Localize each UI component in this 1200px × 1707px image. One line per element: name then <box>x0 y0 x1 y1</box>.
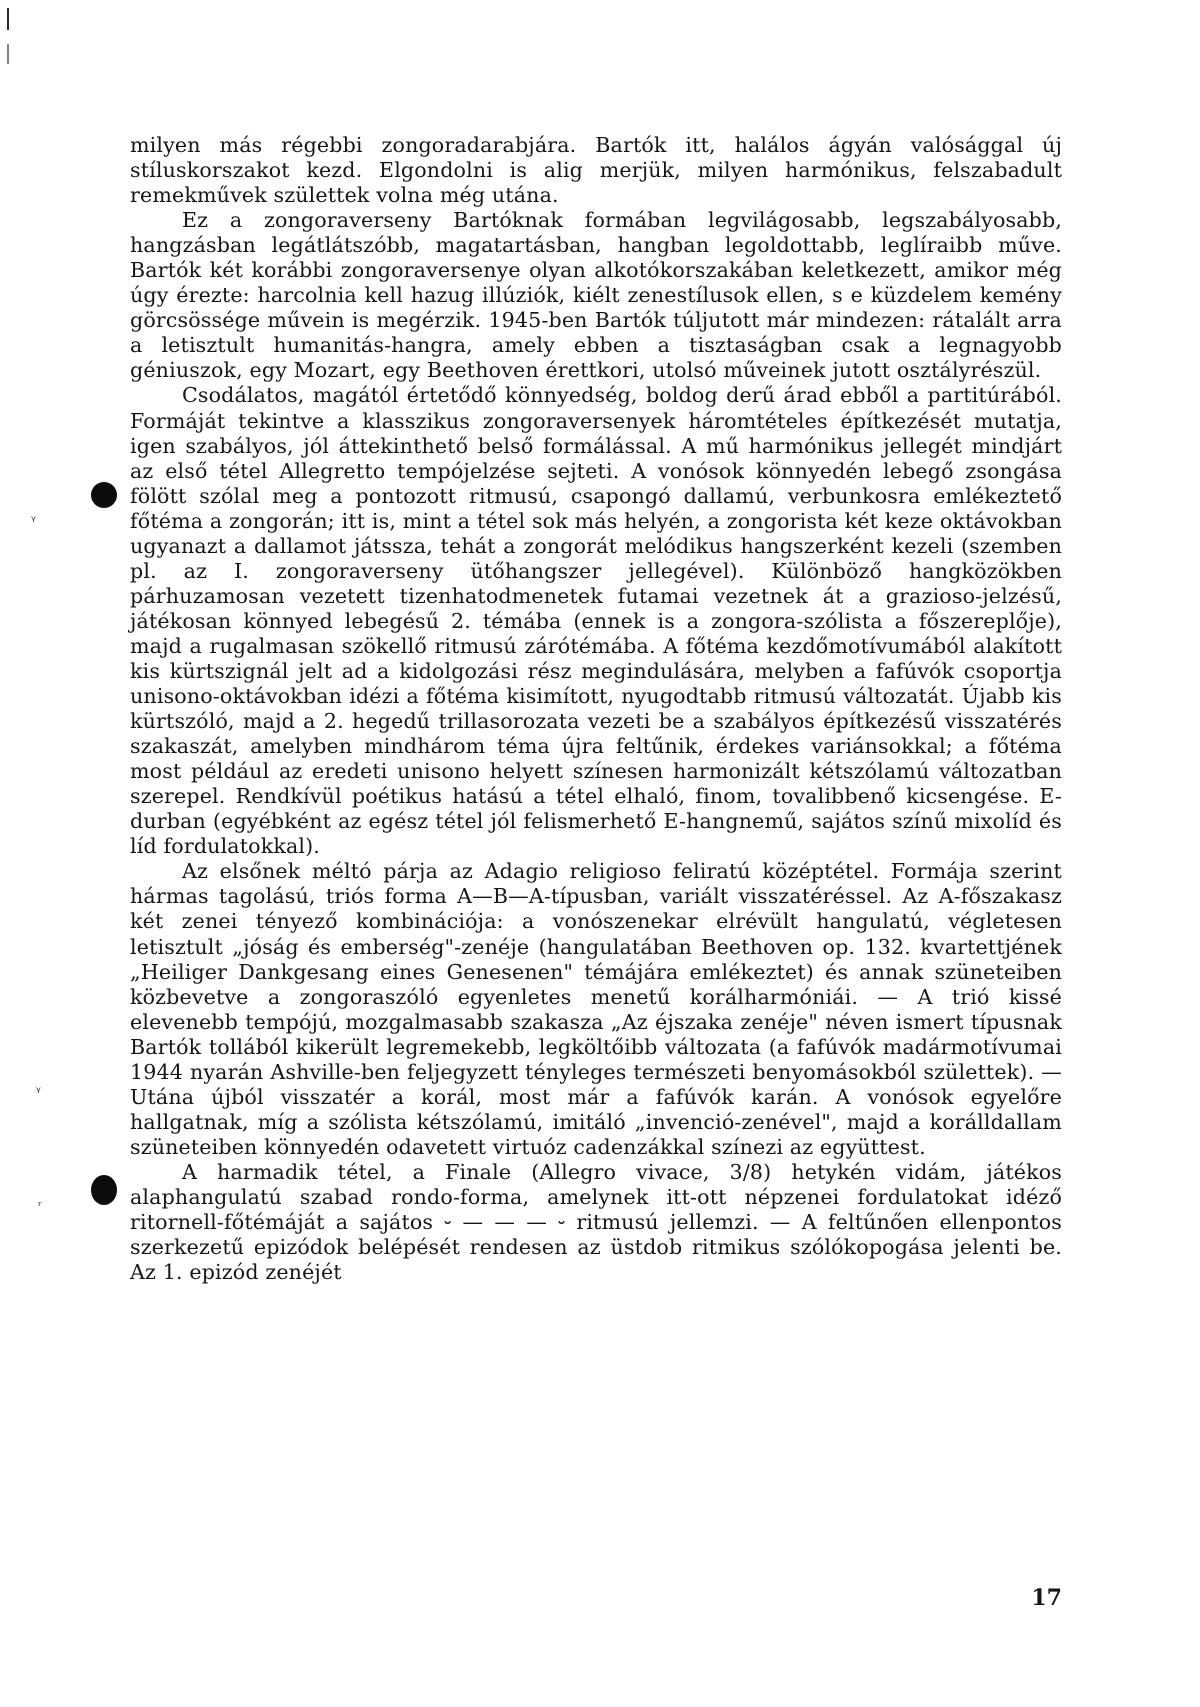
paragraph: Csodálatos, magától értetődő könnyedség, boldog derű árad ebből a partitúrából. Formáját tekintve a klasszikus zongoraversenyek háromtételes építkezését mutatja, igen szabályos, jól áttekinthető belső formálással. A mű harmónikus jellegét mindjárt az első tétel Allegretto tempójelzése sejteti. A vonósok könnyedén lebegő zsongása fölött szólal meg a pontozott ritmusú, csapongó dallamú, verbunkosra emlékeztető főtéma a zongorán; itt is, mint a tétel sok más helyén, a zongorista két keze oktávokban ugyanazt a dallamot játssza, tehát a zongorát melódikus hangszerként kezeli (szemben pl. az I. zongoraverseny ütőhangszer jellegével). Különböző hangközökben párhuzamosan vezetett tizenhatodmenetek futamai vezetnek át a grazioso-jelzésű, játékosan könnyed lebegésű 2. témába (ennek is a zongora-szólista a főszereplője), majd a rugalmasan szökellő ritmusú zárótémába. A főtéma kezdőmotívumából alakított kis kürtszignál jelt ad a kidolgozási rész megindulására, melyben a fafúvók csoportja unisono-oktávokban idézi a főtéma kisimított, nyugodtabb ritmusú változatát. Újabb kis kürtszóló, majd a 2. hegedű trillasorozata vezeti be a szabályos építkezésű visszatérés szakaszát, amelyben mindhárom téma újra feltűnik, érdekes variánsokkal; a főtéma most például az eredeti unisono helyett színesen harmonizált kétszólamú változatban szerepel. Rendkívül poétikus hatású a tétel elhaló, finom, tovalibbenő kicsengése. E-durban (egyébként az egész tétel jól felismerhető E-hangnemű, sajátos színű mixolíd és líd fordulatokkal). <box>130 383 1062 859</box>
scan-edge-line <box>7 44 9 64</box>
scan-edge-line <box>7 8 9 30</box>
margin-mark: ᵞ <box>36 1085 41 1100</box>
paragraph: Ez a zongoraverseny Bartóknak formában legvilágosabb, legszabályosabb, hangzásban legátlátszóbb, magatartásban, hangban legoldottabb, leglíraibb műve. Bartók két korábbi zongoraversenye olyan alkotókorszakában keletkezett, amikor még úgy érezte: harcolnia kell hazug illúziók, kiélt zenestílusok ellen, s e küzdelem kemény görcsössége művein is megérzik. 1945-ben Bartók túljutott már mindezen: rátalált arra a letisztult humanitás-hangra, amely ebben a tisztaságban csak a legnagyobb géniuszok, egy Mozart, egy Beethoven érettkori, utolsó műveinek jutott osztályrészül. <box>130 208 1062 383</box>
paragraph: Az elsőnek méltó párja az Adagio religioso feliratú középtétel. Formája szerint hármas tagolású, triós forma A—B—A-típusban, variált visszatéréssel. Az A-főszakasz két zenei tényező kombinációja: a vonószenekar elrévült hangulatú, végletesen letisztult „jóság és emberség"-zenéje (hangulatában Beethoven op. 132. kvartettjének „Heiliger Dankgesang eines Genesenen" témájára emlékeztet) és annak szüneteiben közbevetve a zongoraszóló egyenletes menetű korálharmóniái. — A trió kissé elevenebb tempójú, mozgalmasabb szakasza „Az éjszaka zenéje" néven ismert típusnak Bartók tollából kikerült legremekebb, legköltőibb változata (a fafúvók madármotívumai 1944 nyarán Ashville-ben feljegyzett tényleges természeti benyomásokból születtek). — Utána újból visszatér a korál, most már a fafúvók karán. A vonósok egyelőre hallgatnak, míg a szólista kétszólamú, imitáló „invenció-zenével", majd a korálldallam szüneteiben könnyedén odavetett virtuóz cadenzákkal színezi az együttest. <box>130 859 1062 1159</box>
punch-hole <box>91 482 117 508</box>
page-number: 17 <box>1031 1585 1062 1611</box>
paragraph: A harmadik tétel, a Finale (Allegro vivace, 3/8) hetykén vidám, játékos alaphangulatú szabad rondo-forma, amelynek itt-ott népzenei fordulatokat idéző ritornell-főtémáját a sajátos ⏑ — — — ⏑ ritmusú jellemzi. — A feltűnően ellenpontos szerkezetű epizódok belépését rendesen az üstdob ritmikus szólókopogása jelenti be. Az 1. epizód zenéjét <box>130 1159 1062 1285</box>
punch-hole <box>91 1175 117 1205</box>
margin-mark: ᵞ <box>31 514 36 529</box>
paragraph: milyen más régebbi zongoradarabjára. Bartók itt, halálos ágyán valósággal új stíluskorszakot kezd. Elgondolni is alig merjük, milyen harmónikus, felszabadult remekművek születtek volna még utána. <box>130 133 1062 208</box>
margin-mark: ᵣ <box>38 1195 42 1210</box>
body-text <box>130 133 1062 1285</box>
